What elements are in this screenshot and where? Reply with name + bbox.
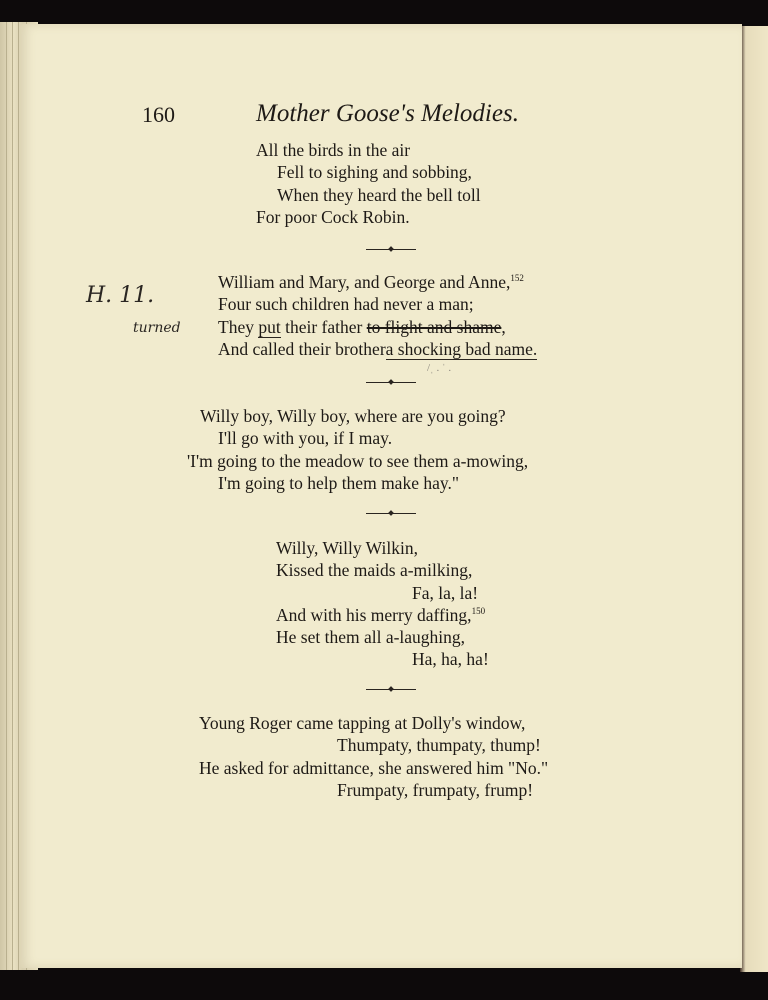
verse-line: He asked for admittance, she answered him "No." bbox=[199, 757, 549, 778]
verse-line: Willy boy, Willy boy, where are you going? bbox=[200, 406, 506, 426]
verse-line: Four such children had never a man; bbox=[218, 294, 474, 315]
verse-text: They bbox=[218, 316, 254, 337]
poem-cock-robin bbox=[256, 139, 481, 228]
section-divider bbox=[366, 510, 416, 516]
margin-annotation-word: turned bbox=[133, 320, 181, 336]
verse-line: 'I'm going to the meadow to see them a-mowing, bbox=[187, 450, 529, 471]
verse-line: I'm going to help them make hay." bbox=[218, 472, 459, 493]
section-divider bbox=[366, 246, 416, 252]
section-divider bbox=[366, 686, 416, 692]
verse-text: , bbox=[501, 316, 506, 337]
verse-line: Fa, la, la! bbox=[412, 582, 479, 603]
verse-line: He set them all a-laughing, bbox=[276, 627, 466, 648]
handwritten-underline-word: put bbox=[258, 316, 281, 337]
margin-annotation-mark: H. 11. bbox=[86, 283, 155, 308]
verse-text: William and Mary, and George and Anne, bbox=[218, 272, 511, 292]
poem-willy-wilkin bbox=[276, 537, 489, 671]
page-number: 160 bbox=[142, 102, 175, 127]
poem-willy-boy bbox=[187, 405, 528, 494]
struck-text: to flight and shame bbox=[366, 316, 502, 337]
running-title: Mother Goose's Melodies. bbox=[256, 100, 519, 127]
verse-line: I'll go with you, if I may. bbox=[218, 428, 393, 449]
verse-text: And with his merry daffing, bbox=[276, 604, 472, 625]
verse-text: And called their brother bbox=[218, 338, 386, 359]
verse-line bbox=[218, 271, 537, 293]
underlined-text: a shocking bad name. bbox=[385, 338, 538, 359]
verse-line: For poor Cock Robin. bbox=[256, 206, 410, 227]
footnote-ref: 150 bbox=[471, 606, 486, 617]
verse-line bbox=[218, 338, 537, 360]
verse-line bbox=[276, 604, 489, 626]
footnote-ref: 152 bbox=[510, 273, 524, 284]
section-divider bbox=[366, 379, 416, 385]
poem-william-and-mary bbox=[218, 271, 537, 360]
verse-line: Kissed the maids a-milking, bbox=[276, 560, 473, 581]
verse-line: All the birds in the air bbox=[256, 140, 411, 160]
verse-line: Young Roger came tapping at Dolly's window, bbox=[199, 713, 526, 733]
verse-line: Frumpaty, frumpaty, frump! bbox=[337, 779, 534, 800]
verse-line: When they heard the bell toll bbox=[277, 184, 481, 205]
poem-young-roger bbox=[199, 712, 548, 801]
verse-line: Ha, ha, ha! bbox=[412, 649, 489, 670]
verse-line: Willy, Willy Wilkin, bbox=[276, 538, 418, 558]
verse-line bbox=[218, 316, 537, 338]
verse-line: Fell to sighing and sobbing, bbox=[277, 162, 472, 183]
next-page-edge bbox=[740, 26, 768, 972]
pencil-mark: /ˌ . ˈ . bbox=[427, 362, 452, 374]
verse-line: Thumpaty, thumpaty, thump! bbox=[337, 735, 541, 756]
verse-text: their father bbox=[285, 316, 363, 337]
